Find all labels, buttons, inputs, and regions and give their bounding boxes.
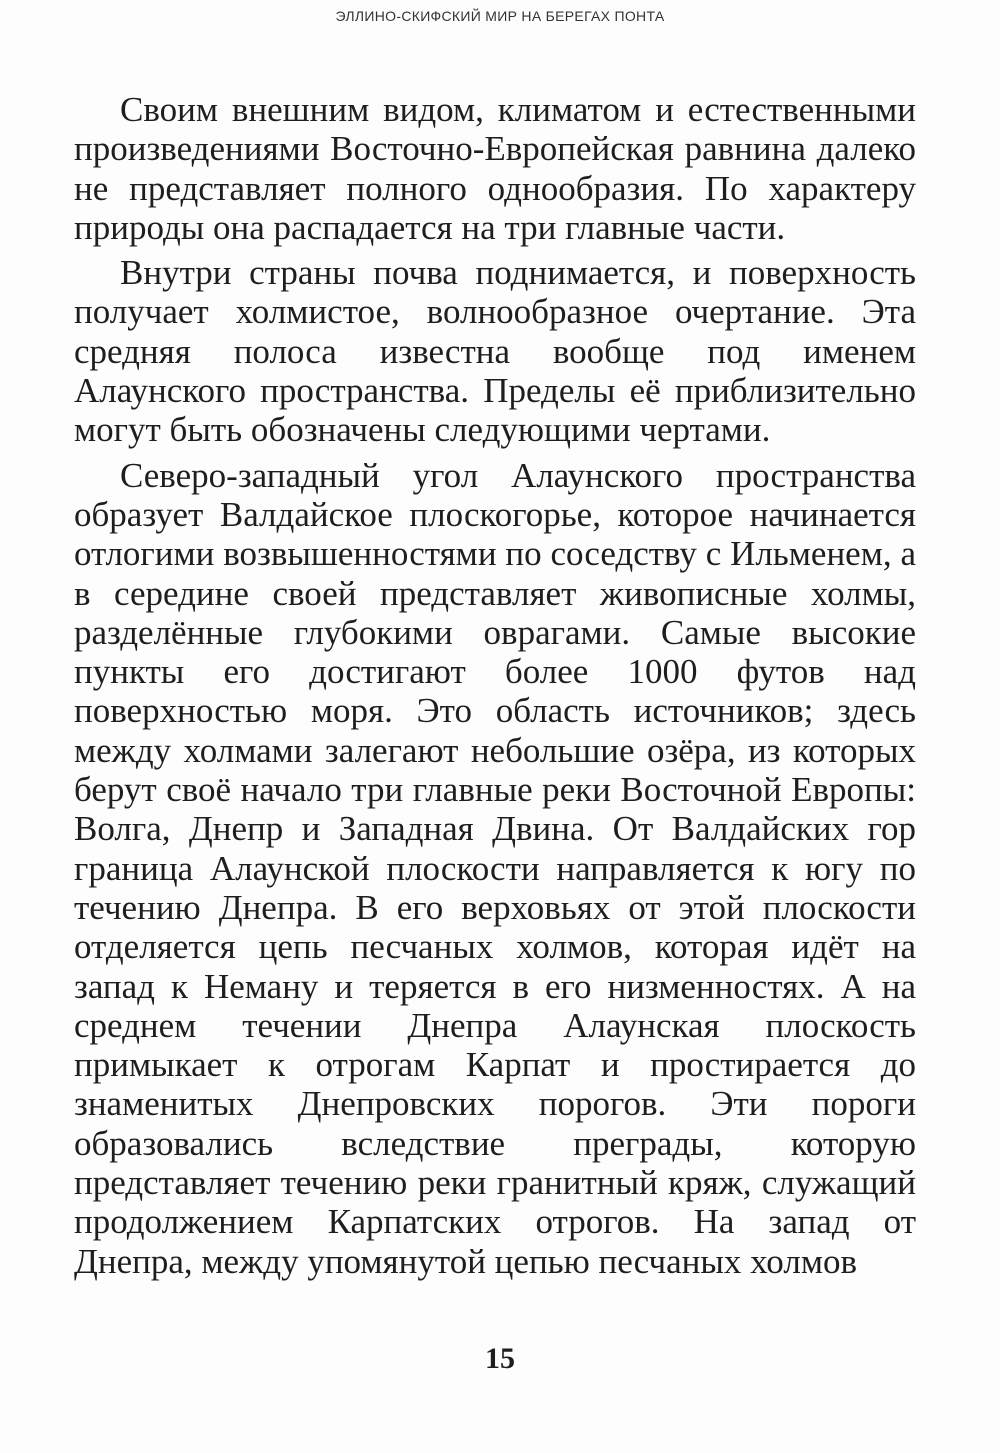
body-text	[74, 90, 916, 1287]
paragraph-1: Своим внешним видом, климатом и естественными произведениями Восточно-Европейская равнина далеко не представляет полного однообразия. По характеру природы она распадается на три главные части.	[74, 90, 916, 247]
paragraph-3: Северо-западный угол Алаунского пространства образует Валдайское плоскогорье, которое начинается отлогими возвышенностями по соседству с Ильменем, а в середине своей представляет живописные холмы, разделённые глубокими оврагами. Самые высокие пункты его достигают более 1000 футов над поверхностью моря. Это область источников; здесь между холмами залегают небольшие озёра, из которых берут своё начало три главные реки Восточной Европы: Волга, Днепр и Западная Двина. От Валдайских гор граница Алаунской плоскости направляется к югу по течению Днепра. В его верховьях от этой плоскости отделяется цепь песчаных холмов, которая идёт на запад к Неману и теряется в его низменностях. А на среднем течении Днепра Алаунская плоскость примыкает к отрогам Карпат и простирается до знаменитых Днепровских порогов. Эти пороги образовались вследствие преграды, которую представляет течению реки гранитный кряж, служащий продолжением Карпатских отрогов. На запад от Днепра, между упомянутой цепью песчаных холмов	[74, 455, 916, 1281]
page-number: 15	[485, 1342, 515, 1375]
paragraph-2: Внутри страны почва поднимается, и поверхность получает холмистое, волнообразное очертание. Эта средняя полоса известна вообще под именем Алаунского пространства. Пределы её приблизительно могут быть обозначены следующими чертами.	[74, 253, 916, 450]
running-header: ЭЛЛИНО-СКИФСКИЙ МИР НА БЕРЕГАХ ПОНТА	[335, 8, 665, 24]
